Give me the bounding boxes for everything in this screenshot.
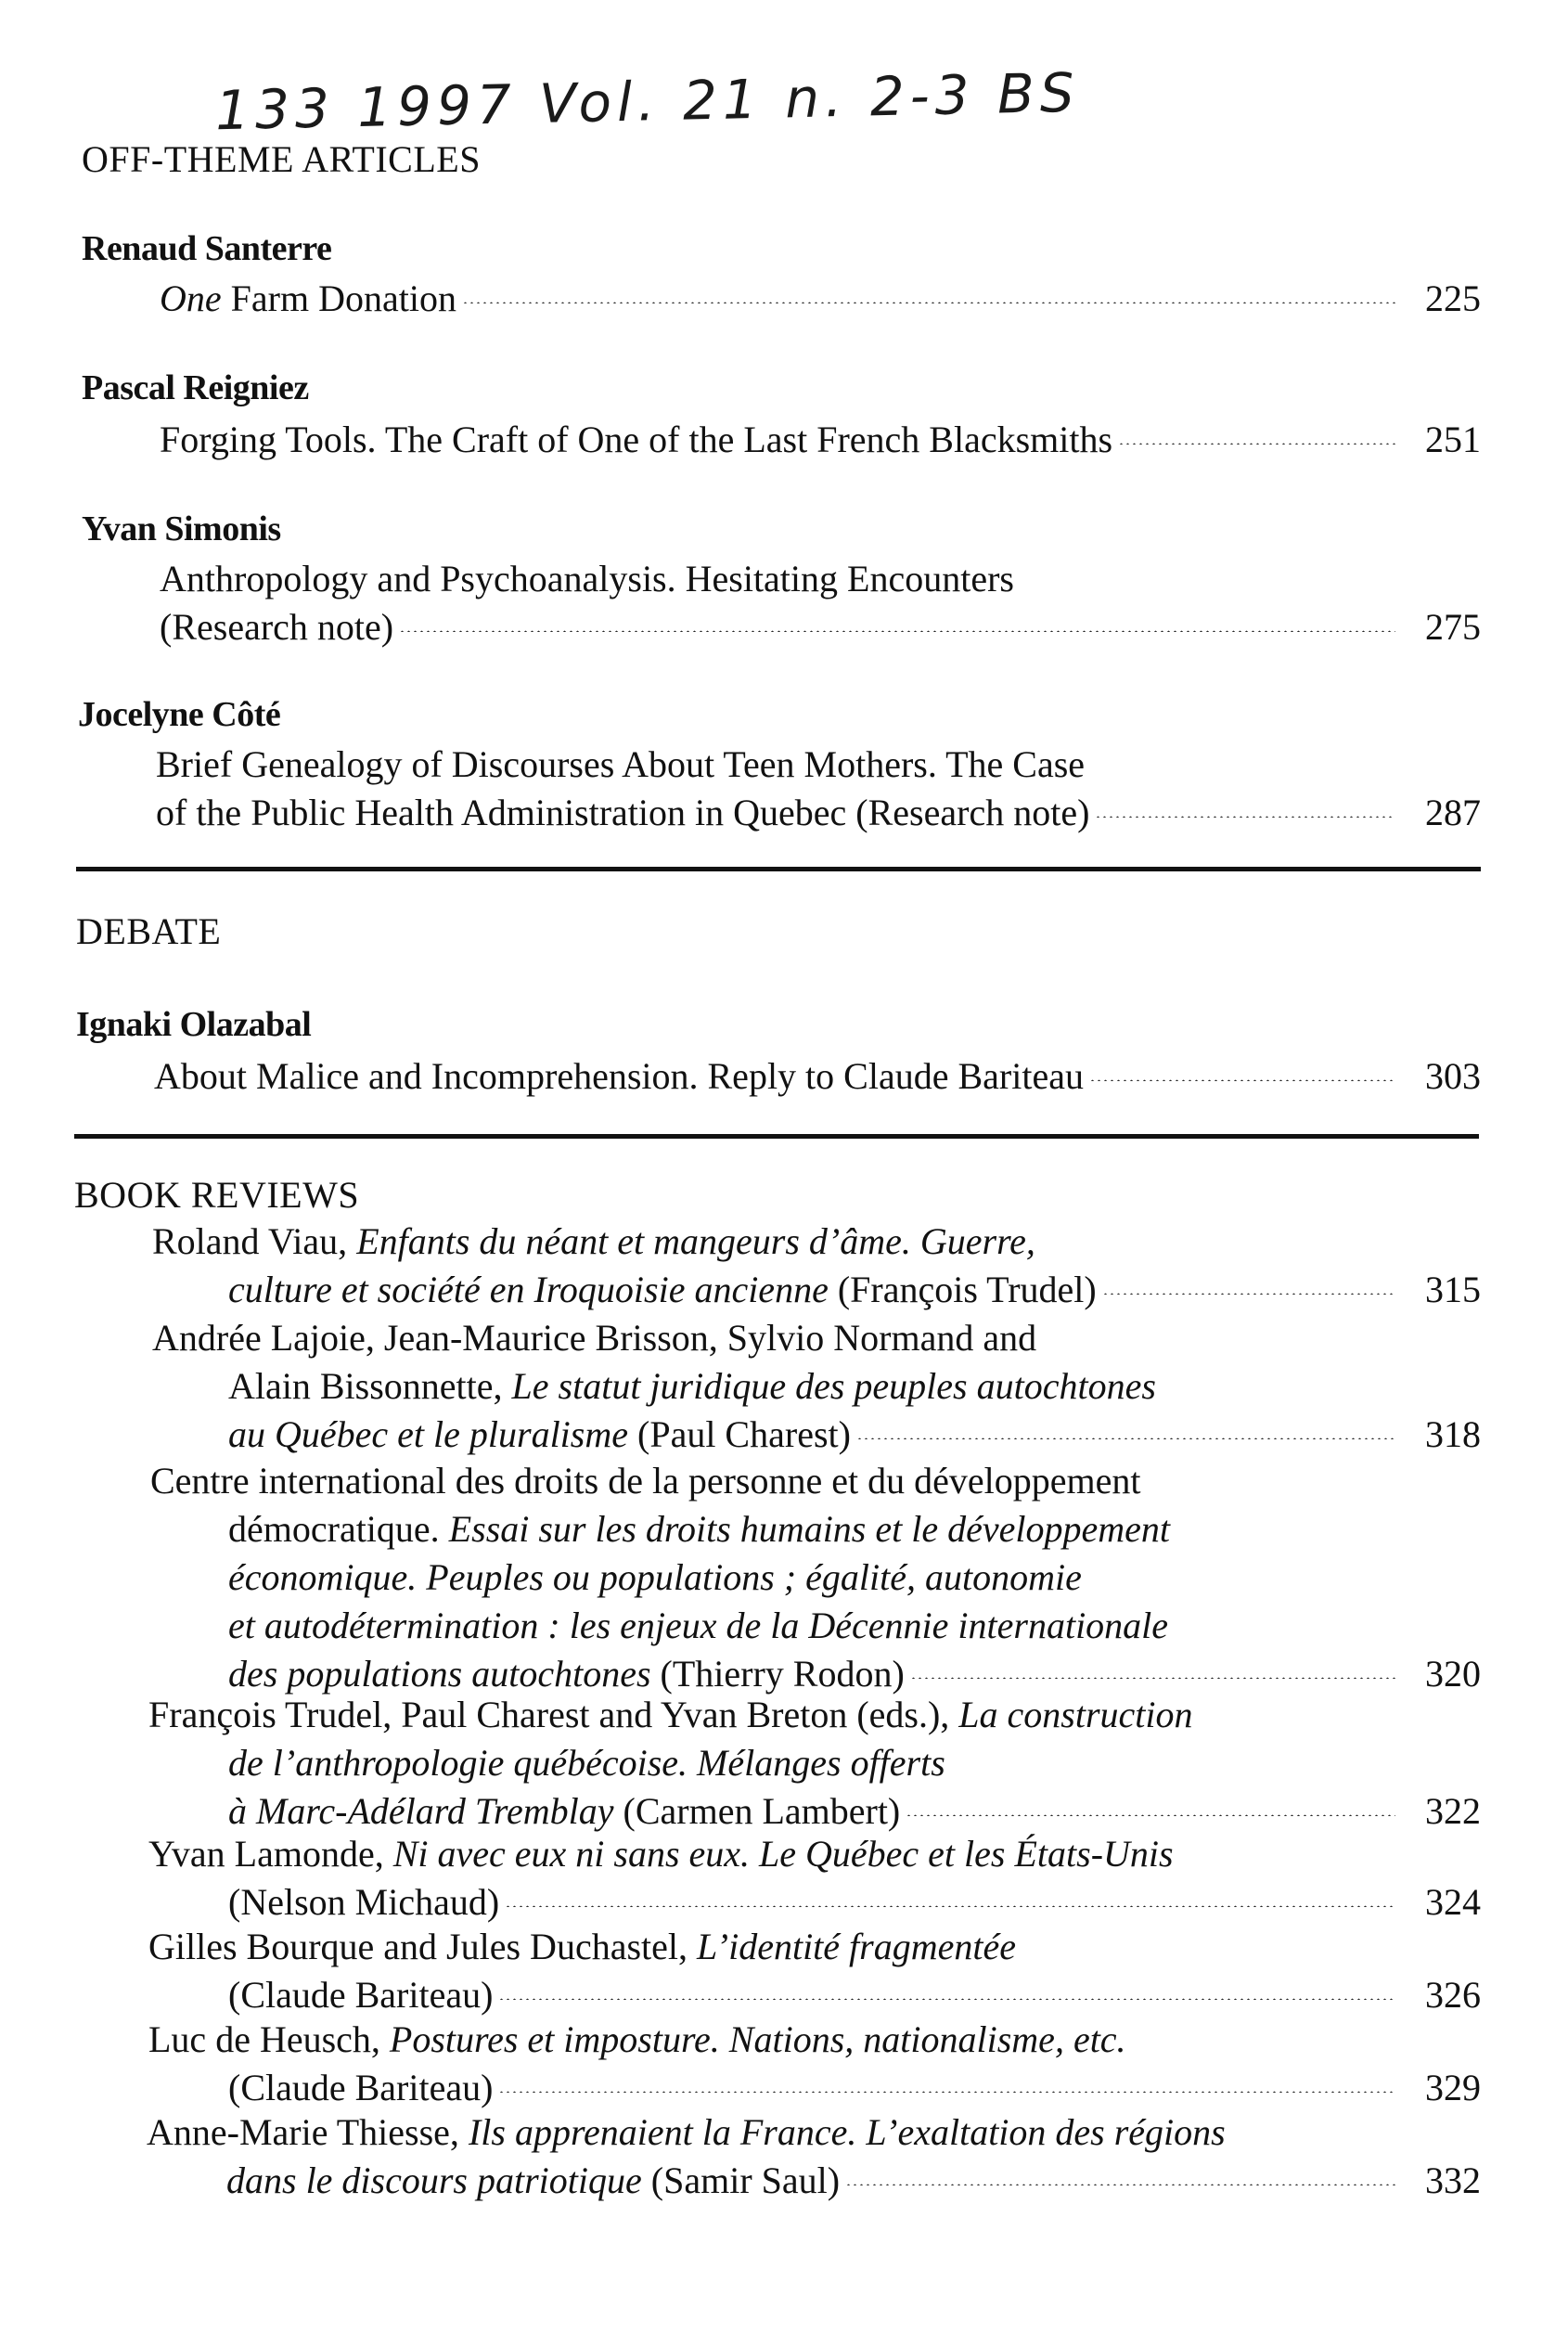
page-number: 329 (1425, 2067, 1481, 2108)
review-author: François Trudel, Paul Charest and Yvan Breton (eds.), (148, 1694, 959, 1735)
review-title: économique. Peuples ou populations ; égalité, autonomie (228, 1556, 1082, 1598)
dot-leader (1118, 443, 1395, 445)
page-number: 251 (1425, 419, 1481, 460)
dot-leader (505, 1905, 1395, 1907)
page-number: 303 (1425, 1055, 1481, 1097)
article-simonis (160, 555, 1481, 651)
page-number: 332 (1425, 2159, 1481, 2201)
article-title-line: of the Public Health Administration in Quebec (Research note) (156, 792, 1090, 833)
dot-leader (1095, 816, 1395, 818)
review-title: des populations autochtones (228, 1653, 651, 1695)
review-author: Anne-Marie Thiesse, (147, 2111, 469, 2153)
review-title: à Marc-Adélard Tremblay (228, 1790, 614, 1832)
review-title: culture et société en Iroquoisie ancienne (228, 1269, 829, 1310)
review-author: Luc de Heusch, (148, 2018, 390, 2060)
review-title: Ils apprenaient la France. L’exaltation des régions (468, 2111, 1226, 2153)
section-heading-book-reviews: BOOK REVIEWS (74, 1174, 360, 1216)
review-title: de l’anthropologie québécoise. Mélanges offerts (228, 1742, 945, 1784)
author-simonis: Yvan Simonis (82, 509, 281, 548)
review-lamonde (148, 1830, 1481, 1927)
page-number: 287 (1425, 792, 1481, 833)
article-reigniez (160, 416, 1481, 464)
dot-leader (856, 1437, 1395, 1439)
dot-leader (1089, 1079, 1395, 1081)
section-divider (76, 867, 1481, 871)
section-heading-debate: DEBATE (76, 910, 222, 952)
review-title: Ni avec eux ni sans eux. Le Québec et les États-Unis (392, 1833, 1174, 1875)
handwritten-note: 133 1997 Vol. 21 n. 2-3 BS (214, 60, 1081, 143)
article-title-italic: One (160, 277, 222, 319)
page-number: 320 (1425, 1653, 1481, 1695)
dot-leader (498, 2091, 1395, 2093)
review-bourque (148, 1923, 1481, 2019)
review-author: Andrée Lajoie, Jean-Maurice Brisson, Sylvio Normand and (152, 1317, 1037, 1359)
page-number: 315 (1425, 1269, 1481, 1310)
review-trudel (148, 1691, 1481, 1836)
reviewer: (Claude Bariteau) (228, 2067, 494, 2108)
section-divider (74, 1134, 1479, 1139)
article-cote (156, 741, 1481, 837)
review-title: dans le discours patriotique (226, 2159, 642, 2201)
article-title-line: Brief Genealogy of Discourses About Teen Mothers. The Case (156, 743, 1086, 785)
author-olazabal: Ignaki Olazabal (76, 1005, 312, 1044)
review-title: au Québec et le pluralisme (228, 1413, 628, 1455)
reviewer: (Nelson Michaud) (228, 1881, 500, 1923)
review-title: Enfants du néant et mangeurs d’âme. Guerre, (356, 1220, 1035, 1262)
page-number: 322 (1425, 1790, 1481, 1832)
reviewer: (Thierry Rodon) (650, 1653, 905, 1695)
author-cote: Jocelyne Côté (78, 695, 281, 734)
page-number: 326 (1425, 1974, 1481, 2016)
debate-entry (154, 1052, 1481, 1101)
debate-title: About Malice and Incomprehension. Reply to Claude Bariteau (154, 1055, 1084, 1097)
review-author: Centre international des droits de la personne et du développement (150, 1460, 1141, 1502)
review-author: Yvan Lamonde, (148, 1833, 393, 1875)
dot-leader (906, 1814, 1395, 1816)
review-centre-international (150, 1457, 1481, 1698)
review-title: L’identité fragmentée (697, 1926, 1016, 1967)
review-author: Roland Viau, (152, 1220, 357, 1262)
review-title: La construction (958, 1694, 1193, 1735)
reviewer: (Samir Saul) (641, 2159, 841, 2201)
article-title: Farm Donation (221, 277, 456, 319)
dot-leader (462, 302, 1395, 303)
review-viau (152, 1218, 1481, 1314)
dot-leader (845, 2184, 1395, 2185)
dot-leader (910, 1677, 1395, 1679)
page-number: 324 (1425, 1881, 1481, 1923)
author-santerre: Renaud Santerre (82, 229, 332, 268)
author-reigniez: Pascal Reigniez (82, 368, 309, 407)
review-lajoie (152, 1314, 1481, 1459)
review-title: Le statut juridique des peuples autochtones (511, 1365, 1156, 1407)
page-number: 318 (1425, 1413, 1481, 1455)
article-santerre (160, 275, 1481, 323)
review-de-heusch (148, 2016, 1481, 2112)
dot-leader (1102, 1293, 1395, 1295)
review-author: Alain Bissonnette, (228, 1365, 512, 1407)
section-heading-off-theme: OFF-THEME ARTICLES (82, 138, 481, 180)
reviewer: (Carmen Lambert) (613, 1790, 901, 1832)
dot-leader (498, 1998, 1395, 2000)
article-title: Forging Tools. The Craft of One of the Last French Blacksmiths (160, 419, 1113, 460)
reviewer: (Paul Charest) (628, 1413, 851, 1455)
reviewer: (Claude Bariteau) (228, 1974, 494, 2016)
review-author: Gilles Bourque and Jules Duchastel, (148, 1926, 697, 1967)
dot-leader (399, 630, 1395, 632)
review-thiesse (147, 2108, 1481, 2205)
article-title-line: (Research note) (160, 606, 394, 648)
review-author: démocratique. (228, 1508, 449, 1550)
article-title-line: Anthropology and Psychoanalysis. Hesitating Encounters (160, 558, 1014, 599)
review-title: et autodétermination : les enjeux de la Décennie internationale (228, 1605, 1169, 1646)
reviewer: (François Trudel) (828, 1269, 1097, 1310)
review-title: Essai sur les droits humains et le développement (448, 1508, 1170, 1550)
page-number: 275 (1425, 606, 1481, 648)
review-title: Postures et imposture. Nations, nationalisme, etc. (389, 2018, 1126, 2060)
page-number: 225 (1425, 277, 1481, 319)
